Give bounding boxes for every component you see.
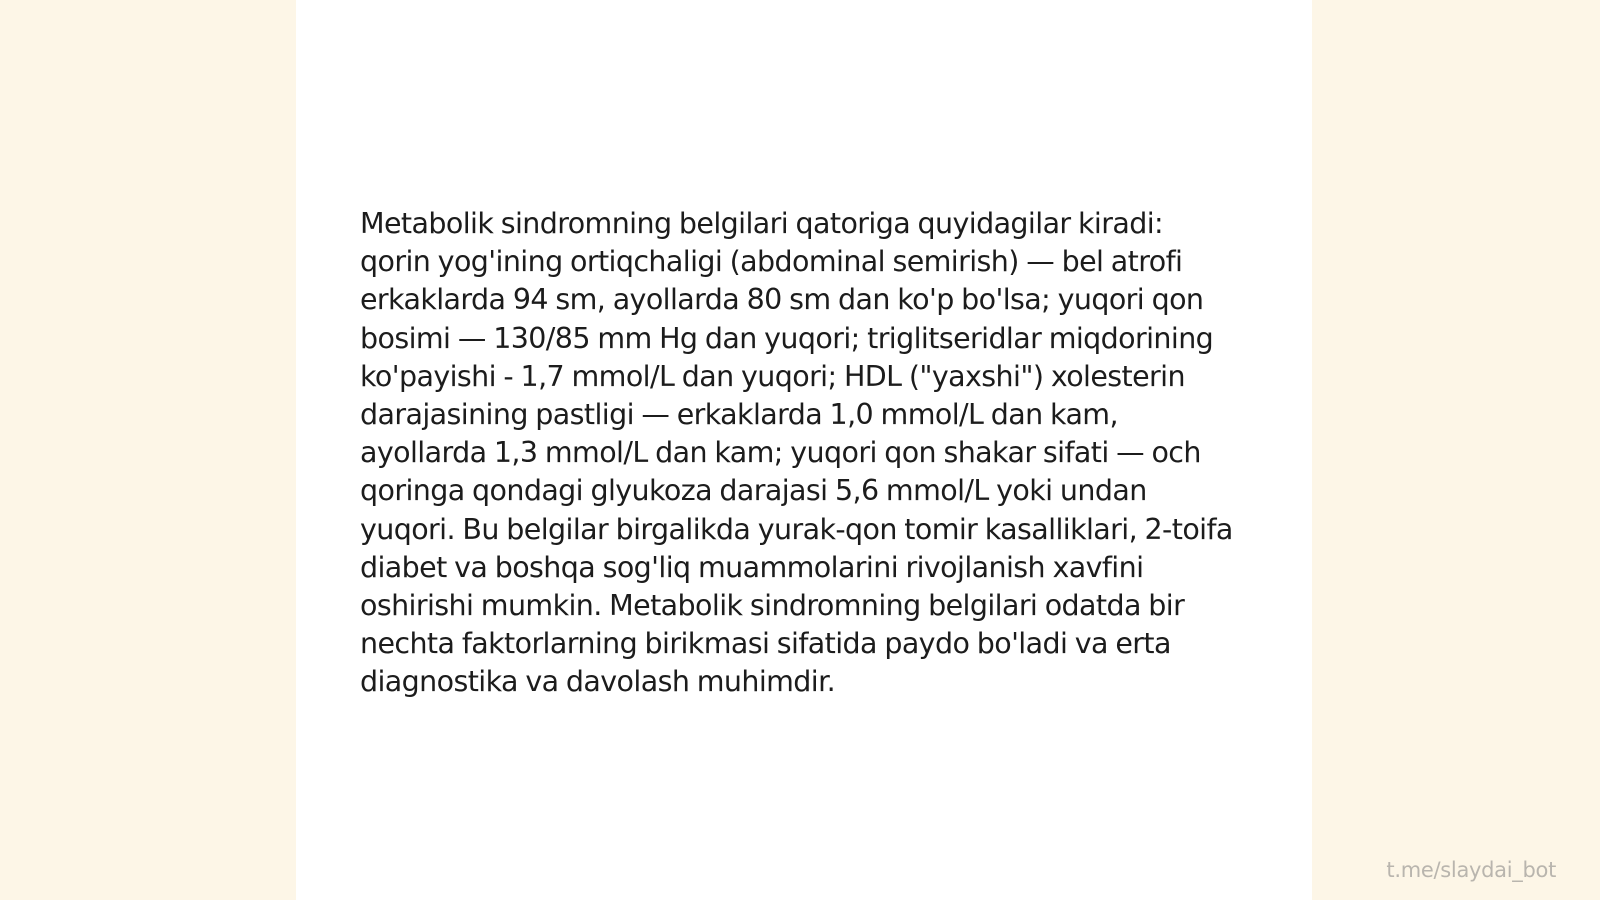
watermark-link[interactable]: t.me/slaydai_bot bbox=[1386, 858, 1556, 882]
slide-body-text: Metabolik sindromning belgilari qatoriga quyidagilar kiradi: qorin yog'ining ortiqchaligi (abdominal semirish) — bel atrofi erkaklarda 94 sm, ayollarda 80 sm dan ko'p bo'lsa; yuqori qon bosimi — 130/85 mm Hg dan yuqori; triglitseridlar miqdorining ko'payishi - 1,7 mmol/L dan yuqori; HDL ("yaxshi") xolesterin darajasining pastligi — erkaklarda 1,0 mmol/L dan kam, ayollarda 1,3 mmol/L dan kam; yuqori qon shakar sifati — och qoringa qondagi glyukoza darajasi 5,6 mmol/L yoki undan yuqori. Bu belgilar birgalikda yurak-qon tomir kasalliklari, 2-toifa diabet va boshqa sog'liq muammolarini rivojlanish xavfini oshirishi mumkin. Metabolik sindromning belgilari odatda bir nechta faktorlarning birikmasi sifatida paydo bo'ladi va erta diagnostika va davolash muhimdir. bbox=[360, 207, 1233, 699]
